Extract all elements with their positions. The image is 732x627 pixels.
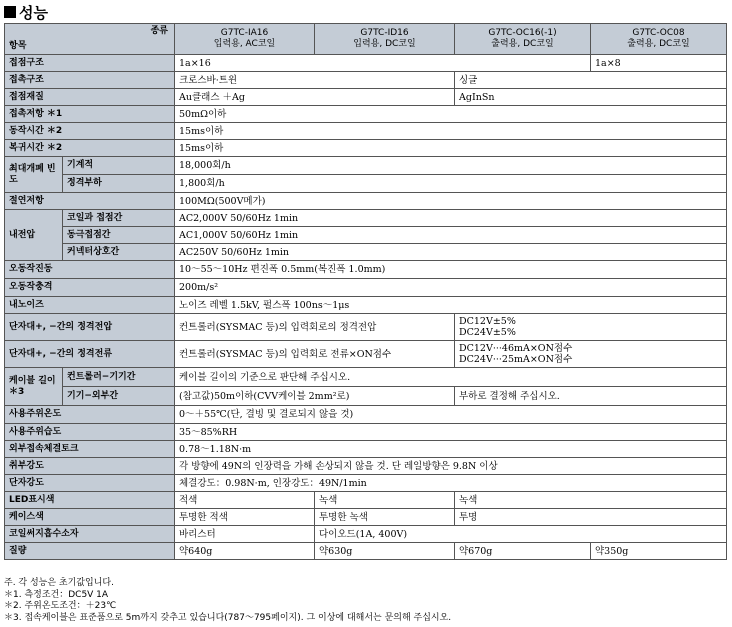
row-label: 절연저항 [5, 193, 175, 210]
cell-value: 각 방향에 49N의 인장력을 가해 손상되지 않을 것. 단 레일방향은 9.8N 이상 [175, 458, 727, 475]
table-row [5, 297, 727, 314]
row-label: 케이블 길이＊3 [5, 368, 63, 406]
row-label: 동작시간 ＊2 [5, 123, 175, 140]
cell-value: 15ms이하 [175, 140, 727, 157]
table-row [5, 475, 727, 492]
cell-value: 투명 [455, 509, 727, 526]
table-row [5, 175, 727, 193]
cell-value: 크로스바·트윈 [175, 72, 455, 89]
table-row [5, 509, 727, 526]
cell-value: 다이오드(1A, 400V) [315, 526, 727, 543]
row-label: 사용주위온도 [5, 406, 175, 424]
table-row [5, 368, 727, 387]
model-header: G7TC-IA16 입력용, AC코일 [175, 24, 315, 55]
cell-value: 10～55～10Hz 편진폭 0.5mm(복진폭 1.0mm) [175, 261, 727, 279]
cell-value: 0.78～1.18N·m [175, 441, 727, 458]
row-label: 복귀시간 ＊2 [5, 140, 175, 157]
footnote: ＊2. 주위온도조건：＋23℃ [4, 601, 117, 611]
cell-value: DC12V±5% DC24V±5% [455, 314, 727, 341]
cell-value: 체결강도：0.98N·m, 인장강도：49N/1min [175, 475, 727, 492]
row-label: 질량 [5, 543, 175, 560]
cell-value: 약630g [315, 543, 455, 560]
sub-label: 동극접점간 [63, 227, 175, 244]
cell-value: 약350g [591, 543, 727, 560]
cell-value: AC2,000V 50/60Hz 1min [175, 210, 727, 227]
row-label: 내전압 [5, 210, 63, 261]
cell-value: 녹색 [455, 492, 727, 509]
sub-label: 커넥터상호간 [63, 244, 175, 261]
table-row [5, 441, 727, 458]
cell-value: (참고값)50m이하(CVV케이블 2mm²로) [175, 387, 455, 406]
cell-value: 컨트롤러(SYSMAC 등)의 입력회로 전류×ON점수 [175, 341, 455, 368]
cell-value: 부하로 결정해 주십시오. [455, 387, 727, 406]
row-label: 접점재질 [5, 89, 175, 106]
row-label: 내노이즈 [5, 297, 175, 314]
row-label: 오동작진동 [5, 261, 175, 279]
cell-value: 케이블 길이의 기준으로 판단해 주십시오. [175, 368, 727, 387]
cell-value: 0～＋55℃(단, 결빙 및 결로되지 않을 것) [175, 406, 727, 424]
table-row [5, 227, 727, 244]
cell-value: 35～85%RH [175, 424, 727, 441]
cell-value: 1a×8 [591, 55, 727, 72]
table-row [5, 72, 727, 89]
cell-value: 투명한 적색 [175, 509, 315, 526]
table-row [5, 424, 727, 441]
footnote: ＊1. 측정조건：DC5V 1A [4, 589, 109, 600]
cell-value: 약670g [455, 543, 591, 560]
table-row [5, 543, 727, 560]
table-row [5, 387, 727, 406]
section-title [4, 2, 48, 22]
table-row [5, 106, 727, 123]
sub-label: 기계적 [63, 157, 175, 175]
table-row [5, 244, 727, 261]
cell-value: 적색 [175, 492, 315, 509]
table-row [5, 279, 727, 297]
footnote: ＊3. 접속케이블은 표준품으로 5m까지 갖추고 있습니다(787～795페이지). 그 이상에 대해서는 문의해 주십시오. [4, 612, 452, 623]
sub-label: 컨트롤러−기기간 [63, 368, 175, 387]
table-row [5, 140, 727, 157]
type-label: 종류 [150, 26, 168, 36]
cell-value: 50mΩ이하 [175, 106, 727, 123]
row-label: 취부강도 [5, 458, 175, 475]
row-label: 접점구조 [5, 55, 175, 72]
square-bullet-icon [4, 6, 16, 18]
row-label: 외부접속체결토크 [5, 441, 175, 458]
cell-value: DC12V···46mA×ON점수 DC24V···25mA×ON점수 [455, 341, 727, 368]
cell-value: 투명한 녹색 [315, 509, 455, 526]
table-row [5, 526, 727, 543]
cell-value: AC250V 50/60Hz 1min [175, 244, 727, 261]
row-label: 최대개폐 빈도 [5, 157, 63, 193]
cell-value: 컨트롤러(SYSMAC 등)의 입력회로의 정격전압 [175, 314, 455, 341]
cell-value: 녹색 [315, 492, 455, 509]
sub-label: 코일과 접점간 [63, 210, 175, 227]
model-header: G7TC-OC16(-1) 출력용, DC코일 [455, 24, 591, 55]
footnote: 주. 각 성능은 초기값입니다. [4, 578, 114, 588]
item-label: 항목 [9, 41, 27, 51]
cell-value: 200m/s² [175, 279, 727, 297]
cell-value: 싱글 [455, 72, 727, 89]
cell-value: 15ms이하 [175, 123, 727, 140]
cell-value: 약640g [175, 543, 315, 560]
spec-table [4, 23, 727, 560]
model-header: G7TC-ID16 입력용, DC코일 [315, 24, 455, 55]
table-row [5, 458, 727, 475]
cell-value: Au클래스 ＋Ag [175, 89, 455, 106]
header-corner [5, 24, 175, 55]
footnotes [4, 578, 451, 624]
table-row [5, 341, 727, 368]
row-label: 오동작충격 [5, 279, 175, 297]
row-label: 케이스색 [5, 509, 175, 526]
table-row [5, 210, 727, 227]
row-label: 사용주위습도 [5, 424, 175, 441]
table-row [5, 193, 727, 210]
sub-label: 정격부하 [63, 175, 175, 193]
table-row [5, 492, 727, 509]
sub-label: 기기−외부간 [63, 387, 175, 406]
row-label: 단자대+, −간의 정격전류 [5, 341, 175, 368]
table-row [5, 406, 727, 424]
row-label: LED표시색 [5, 492, 175, 509]
cell-value: AgInSn [455, 89, 727, 106]
table-row [5, 314, 727, 341]
row-label: 코일써지흡수소자 [5, 526, 175, 543]
table-row [5, 157, 727, 175]
section-title-text: 성능 [19, 3, 48, 22]
row-label: 단자강도 [5, 475, 175, 492]
table-row [5, 89, 727, 106]
table-row [5, 261, 727, 279]
cell-value: 노이즈 레벨 1.5kV, 펄스폭 100ns～1μs [175, 297, 727, 314]
row-label: 접촉저항 ＊1 [5, 106, 175, 123]
cell-value: AC1,000V 50/60Hz 1min [175, 227, 727, 244]
row-label: 접촉구조 [5, 72, 175, 89]
table-row [5, 123, 727, 140]
cell-value: 1a×16 [175, 55, 591, 72]
cell-value: 18,000회/h [175, 157, 727, 175]
cell-value: 1,800회/h [175, 175, 727, 193]
cell-value: 바리스터 [175, 526, 315, 543]
table-header-row [5, 24, 727, 55]
row-label: 단자대+, −간의 정격전압 [5, 314, 175, 341]
table-row [5, 55, 727, 72]
model-header: G7TC-OC08 출력용, DC코일 [591, 24, 727, 55]
cell-value: 100MΩ(500V메가) [175, 193, 727, 210]
